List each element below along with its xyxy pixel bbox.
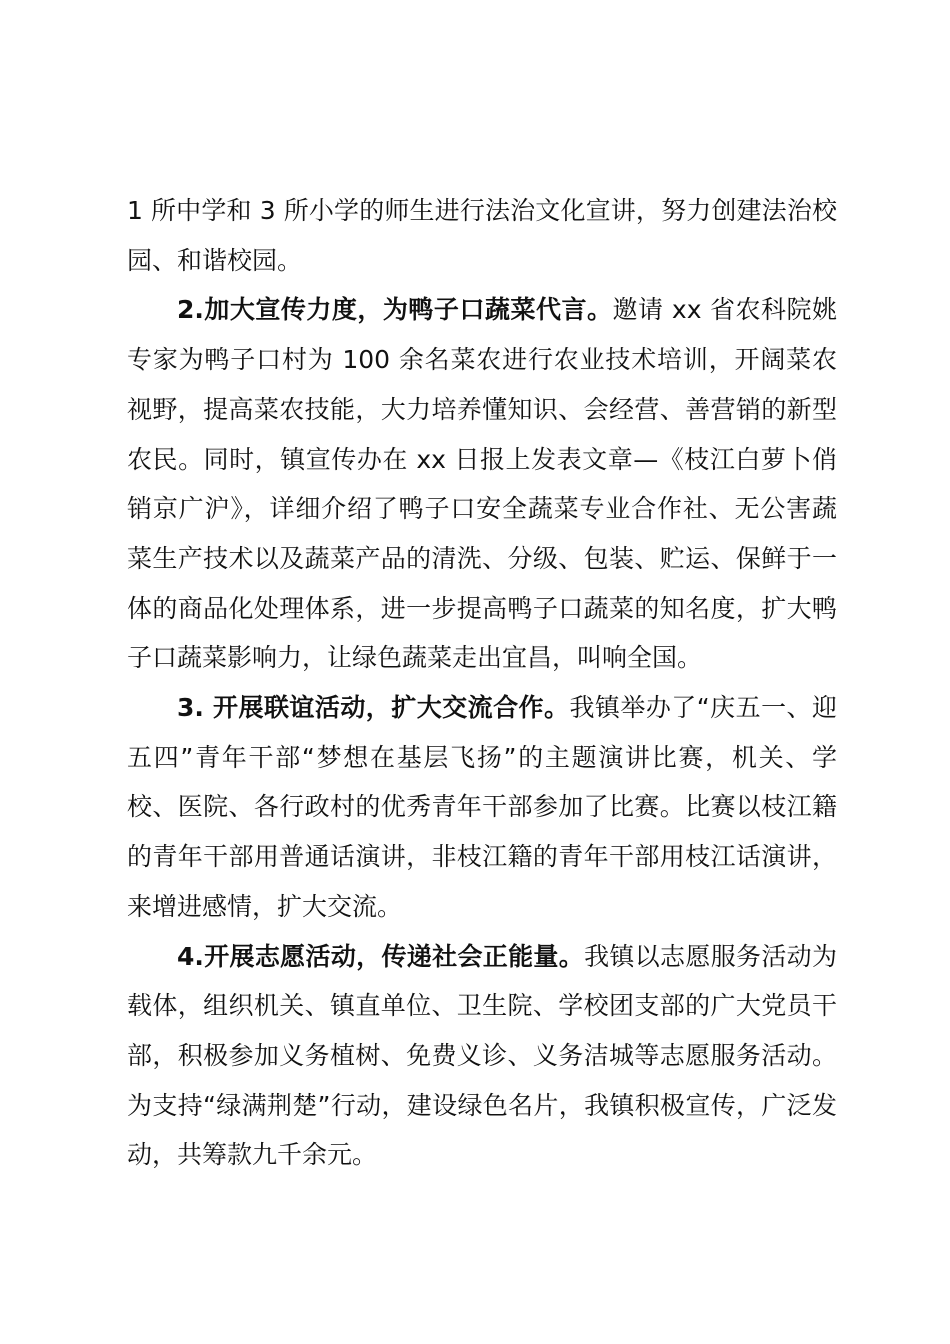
paragraph-heading: 3. 开展联谊活动，扩大交流合作。 — [177, 693, 570, 723]
paragraph-heading: 2.加大宣传力度，为鸭子口蔬菜代言。 — [177, 295, 613, 325]
paragraph-volunteer — [127, 932, 837, 1181]
paragraph-exchange — [127, 683, 837, 932]
paragraph-text: 我镇举办了“庆五一、迎五四”青年干部“梦想在基层飞扬”的主题演讲比赛，机关、学校、医院、各行政村的优秀青年干部参加了比赛。比赛以枝江籍的青年干部用普通话演讲，非枝江籍的青年干部用枝江话演讲，来增进感情，扩大交流。 — [127, 693, 837, 921]
paragraph-text: 1 所中学和 3 所小学的师生进行法治文化宣讲，努力创建法治校园、和谐校园。 — [127, 196, 837, 275]
paragraph-text: 我镇以志愿服务活动为载体，组织机关、镇直单位、卫生院、学校团支部的广大党员干部，积极参加义务植树、免费义诊、义务洁城等志愿服务活动。为支持“绿满荆楚”行动，建设绿色名片，我镇积极宣传，广泛发动，共筹款九千余元。 — [127, 941, 837, 1170]
paragraph-continuation — [127, 186, 837, 285]
paragraph-heading: 4.开展志愿活动，传递社会正能量。 — [177, 941, 585, 971]
paragraph-publicity — [127, 285, 837, 683]
document-page — [127, 186, 837, 1180]
paragraph-text: 邀请 xx 省农科院姚专家为鸭子口村为 100 余名菜农进行农业技术培训，开阔菜农视野，提高菜农技能，大力培养懂知识、会经营、善营销的新型农民。同时，镇宣传办在 xx 日报上发表文章—《枝江白萝卜俏销京广沪》，详细介绍了鸭子口安全蔬菜专业合作社、无公害蔬菜生产技术以及蔬菜产品的清洗、分级、包装、贮运、保鲜于一体的商品化处理体系，进一步提高鸭子口蔬菜的知名度，扩大鸭子口蔬菜影响力，让绿色蔬菜走出宜昌，叫响全国。 — [127, 295, 837, 673]
